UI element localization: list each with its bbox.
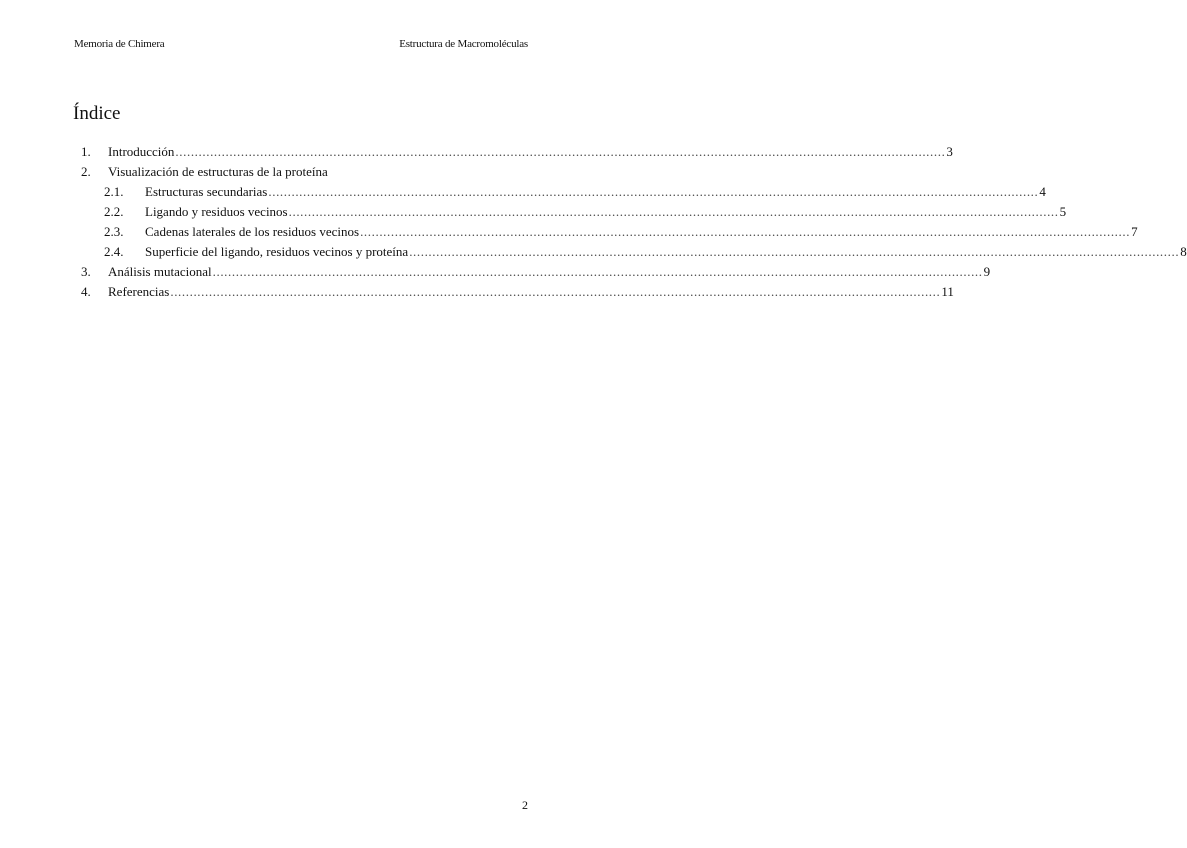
toc-entry-body	[145, 242, 1187, 262]
toc-entry-number: 1.	[81, 144, 91, 159]
toc-entry-label[interactable]: Superficie del ligando, residuos vecinos y proteína	[145, 244, 409, 259]
toc-entry-superficie-ligando[interactable]	[0, 242, 1187, 262]
page-number: 2	[522, 798, 528, 812]
toc-entry-body	[145, 202, 1067, 222]
toc-dot-leader: ........................................................................................................................................................................................................	[212, 264, 983, 279]
toc-entry-analisis-mutacional[interactable]	[0, 262, 991, 282]
toc-entry-number: 2.3.	[104, 224, 124, 239]
toc-entry-label[interactable]: Cadenas laterales de los residuos vecinos	[145, 224, 360, 239]
toc-entry-label[interactable]: Referencias	[108, 284, 170, 299]
toc-entry-label[interactable]: Estructuras secundarias	[145, 184, 268, 199]
toc-entry-page: 7	[1131, 224, 1138, 239]
toc-entry-number: 2.1.	[104, 184, 124, 199]
toc-entry-number: 3.	[81, 264, 91, 279]
toc-entry-number: 2.2.	[104, 204, 124, 219]
toc-entry-number: 2.4.	[104, 244, 124, 259]
toc-entry-body	[108, 282, 954, 302]
toc-entry-estructuras-secundarias[interactable]	[0, 182, 1046, 202]
toc-entry-body	[108, 142, 953, 162]
toc-dot-leader: ........................................................................................................................................................................................................	[170, 284, 941, 299]
toc-entry-page: 3	[946, 144, 953, 159]
toc-dot-leader: ........................................................................................................................................................................................................	[175, 144, 946, 159]
toc-entry-number: 4.	[81, 284, 91, 299]
toc-dot-leader: ........................................................................................................................................................................................................	[288, 204, 1059, 219]
toc-dot-leader: ........................................................................................................................................................................................................	[409, 244, 1180, 259]
toc-entry-referencias[interactable]	[0, 282, 954, 302]
page-header	[74, 38, 528, 54]
toc-dot-leader: ........................................................................................................................................................................................................	[360, 224, 1131, 239]
header-course-title: Estructura de Macromoléculas	[399, 38, 528, 50]
toc-entry-label[interactable]: Ligando y residuos vecinos	[145, 204, 288, 219]
toc-entry-cadenas-laterales[interactable]	[0, 222, 1138, 242]
toc-entry-body	[145, 182, 1046, 202]
toc-entry-label[interactable]: Análisis mutacional	[108, 264, 212, 279]
toc-entry-body	[108, 262, 991, 282]
toc-entry-label[interactable]: Introducción	[108, 144, 175, 159]
toc-entry-page: 11	[941, 284, 954, 299]
toc-entry-body	[108, 162, 528, 182]
toc-entry-introduccion[interactable]	[0, 142, 953, 162]
toc-dot-leader: ........................................................................................................................................................................................................	[268, 184, 1039, 199]
toc-entry-page: 4	[1039, 184, 1046, 199]
toc-entry-body	[145, 222, 1138, 242]
table-of-contents	[0, 142, 1187, 302]
toc-entry-visualizacion[interactable]	[0, 162, 600, 182]
toc-entry-ligando-residuos[interactable]	[0, 202, 1067, 222]
header-document-title: Memoria de Chimera	[74, 38, 165, 50]
toc-entry-number: 2.	[81, 164, 91, 179]
toc-entry-page: 8	[1180, 244, 1187, 259]
toc-entry-label[interactable]: Visualización de estructuras de la proteína	[108, 164, 328, 179]
toc-entry-page: 9	[983, 264, 991, 279]
page-title: Índice	[73, 103, 121, 124]
toc-entry-page: 5	[1059, 204, 1067, 219]
